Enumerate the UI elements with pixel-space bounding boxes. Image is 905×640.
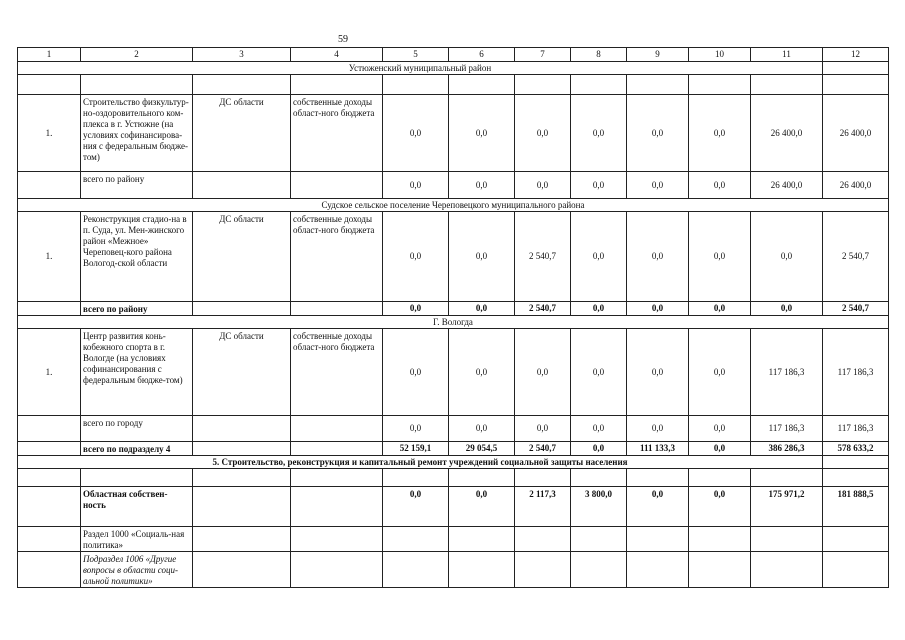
value-cell: 117 186,3 xyxy=(823,416,889,442)
value-cell: 0,0 xyxy=(627,329,689,416)
value-cell: 0,0 xyxy=(449,416,515,442)
value-cell: 0,0 xyxy=(689,212,751,302)
value-cell: 0,0 xyxy=(383,95,449,172)
value-cell: 0,0 xyxy=(571,329,627,416)
header-row xyxy=(18,48,889,62)
ds-label: ДС области xyxy=(193,212,291,302)
section-title: Судское сельское поселение Череповецкого муниципального района xyxy=(18,199,889,212)
value-cell: 0,0 xyxy=(627,95,689,172)
section-row xyxy=(18,316,889,329)
value-cell: 117 186,3 xyxy=(751,329,823,416)
value-cell: 2 540,7 xyxy=(515,442,571,456)
col-header: 6 xyxy=(449,48,515,62)
value-cell: 26 400,0 xyxy=(751,172,823,199)
value-cell: 111 133,3 xyxy=(627,442,689,456)
object-name: Областная собствен-ность xyxy=(81,487,193,527)
value-cell: 0,0 xyxy=(515,416,571,442)
value-cell: 0,0 xyxy=(449,172,515,199)
value-cell: 2 117,3 xyxy=(515,487,571,527)
value-cell: 0,0 xyxy=(515,95,571,172)
object-name: Реконструкция стадио-на в п. Суда, ул. Мен-жинского район «Межное» Череповец-кого района Вологод-ской области xyxy=(81,212,193,302)
value-cell: 0,0 xyxy=(383,172,449,199)
value-cell: 0,0 xyxy=(449,95,515,172)
table-row xyxy=(18,552,889,588)
total-label: всего по городу xyxy=(81,416,193,442)
total-row xyxy=(18,416,889,442)
value-cell: 0,0 xyxy=(571,416,627,442)
section-row xyxy=(18,456,889,469)
value-cell: 0,0 xyxy=(689,172,751,199)
page-number: 59 xyxy=(338,34,348,45)
total-label: всего по району xyxy=(81,302,193,316)
value-cell: 0,0 xyxy=(689,329,751,416)
funding-source: собственные доходы област-ного бюджета xyxy=(291,212,383,302)
funding-source: собственные доходы област-ного бюджета xyxy=(291,95,383,172)
total-row xyxy=(18,172,889,199)
total-row xyxy=(18,302,889,316)
value-cell: 0,0 xyxy=(449,487,515,527)
spacer-row xyxy=(18,75,889,95)
value-cell: 0,0 xyxy=(383,329,449,416)
value-cell: 0,0 xyxy=(571,212,627,302)
col-header: 12 xyxy=(823,48,889,62)
value-cell: 0,0 xyxy=(449,302,515,316)
value-cell: 578 633,2 xyxy=(823,442,889,456)
value-cell: 0,0 xyxy=(449,212,515,302)
value-cell: 0,0 xyxy=(383,487,449,527)
value-cell: 52 159,1 xyxy=(383,442,449,456)
section-title: 5. Строительство, реконструкция и капитальный ремонт учреждений социальной защиты населения xyxy=(18,456,823,469)
col-header: 11 xyxy=(751,48,823,62)
section-title: Г. Вологда xyxy=(18,316,889,329)
value-cell: 0,0 xyxy=(383,416,449,442)
value-cell: 0,0 xyxy=(627,212,689,302)
value-cell: 0,0 xyxy=(383,302,449,316)
value-cell: 0,0 xyxy=(751,212,823,302)
funding-source: собственные доходы област-ного бюджета xyxy=(291,329,383,416)
value-cell: 175 971,2 xyxy=(751,487,823,527)
value-cell: 3 800,0 xyxy=(571,487,627,527)
value-cell: 0,0 xyxy=(689,416,751,442)
value-cell: 2 540,7 xyxy=(823,302,889,316)
col-header: 9 xyxy=(627,48,689,62)
table-row xyxy=(18,487,889,527)
col-header: 10 xyxy=(689,48,751,62)
total-row xyxy=(18,442,889,456)
value-cell: 0,0 xyxy=(571,95,627,172)
value-cell: 0,0 xyxy=(627,487,689,527)
value-cell: 26 400,0 xyxy=(823,95,889,172)
value-cell: 0,0 xyxy=(449,329,515,416)
value-cell: 2 540,7 xyxy=(515,302,571,316)
ds-label: ДС области xyxy=(193,329,291,416)
object-name: Строительство физкультур-но-оздоровительного ком-плекса в г. Устюжне (на условиях софинансирова-ния с федеральным бюдже-том) xyxy=(81,95,193,172)
value-cell: 0,0 xyxy=(571,172,627,199)
value-cell: 26 400,0 xyxy=(751,95,823,172)
table-row xyxy=(18,527,889,552)
value-cell: 117 186,3 xyxy=(823,329,889,416)
value-cell: 0,0 xyxy=(383,212,449,302)
row-number: 1. xyxy=(18,329,81,416)
value-cell: 0,0 xyxy=(689,302,751,316)
row-number: 1. xyxy=(18,95,81,172)
value-cell: 0,0 xyxy=(571,442,627,456)
row-number: 1. xyxy=(18,212,81,302)
col-header: 4 xyxy=(291,48,383,62)
value-cell: 181 888,5 xyxy=(823,487,889,527)
object-name: Раздел 1000 «Социаль-ная политика» xyxy=(81,527,193,552)
col-header: 7 xyxy=(515,48,571,62)
section-row xyxy=(18,199,889,212)
value-cell: 0,0 xyxy=(689,487,751,527)
col-header: 5 xyxy=(383,48,449,62)
col-header: 1 xyxy=(18,48,81,62)
value-cell: 0,0 xyxy=(627,302,689,316)
value-cell: 0,0 xyxy=(571,302,627,316)
value-cell: 117 186,3 xyxy=(751,416,823,442)
table-row xyxy=(18,95,889,172)
value-cell: 0,0 xyxy=(689,95,751,172)
object-name: Центр развития конь-кобежного спорта в г. Вологде (на условиях софинансирования с федеральным бюдже-том) xyxy=(81,329,193,416)
budget-table-sheet xyxy=(17,47,888,588)
col-header: 2 xyxy=(81,48,193,62)
table-row xyxy=(18,329,889,416)
budget-table xyxy=(17,47,889,588)
value-cell: 2 540,7 xyxy=(823,212,889,302)
value-cell: 0,0 xyxy=(689,442,751,456)
value-cell: 0,0 xyxy=(515,172,571,199)
value-cell: 0,0 xyxy=(515,329,571,416)
value-cell: 0,0 xyxy=(627,416,689,442)
ds-label: ДС области xyxy=(193,95,291,172)
value-cell: 29 054,5 xyxy=(449,442,515,456)
value-cell: 2 540,7 xyxy=(515,212,571,302)
object-name: Подраздел 1006 «Другие вопросы в области соци-альной политики» xyxy=(81,552,193,588)
spacer-row xyxy=(18,469,889,487)
value-cell: 386 286,3 xyxy=(751,442,823,456)
section-title: Устюженский муниципальный район xyxy=(18,62,823,75)
col-header: 3 xyxy=(193,48,291,62)
total-label: всего по району xyxy=(81,172,193,199)
table-row xyxy=(18,212,889,302)
value-cell: 0,0 xyxy=(627,172,689,199)
col-header: 8 xyxy=(571,48,627,62)
section-row xyxy=(18,62,889,75)
total-label: всего по подразделу 4 xyxy=(81,442,193,456)
value-cell: 0,0 xyxy=(751,302,823,316)
value-cell: 26 400,0 xyxy=(823,172,889,199)
